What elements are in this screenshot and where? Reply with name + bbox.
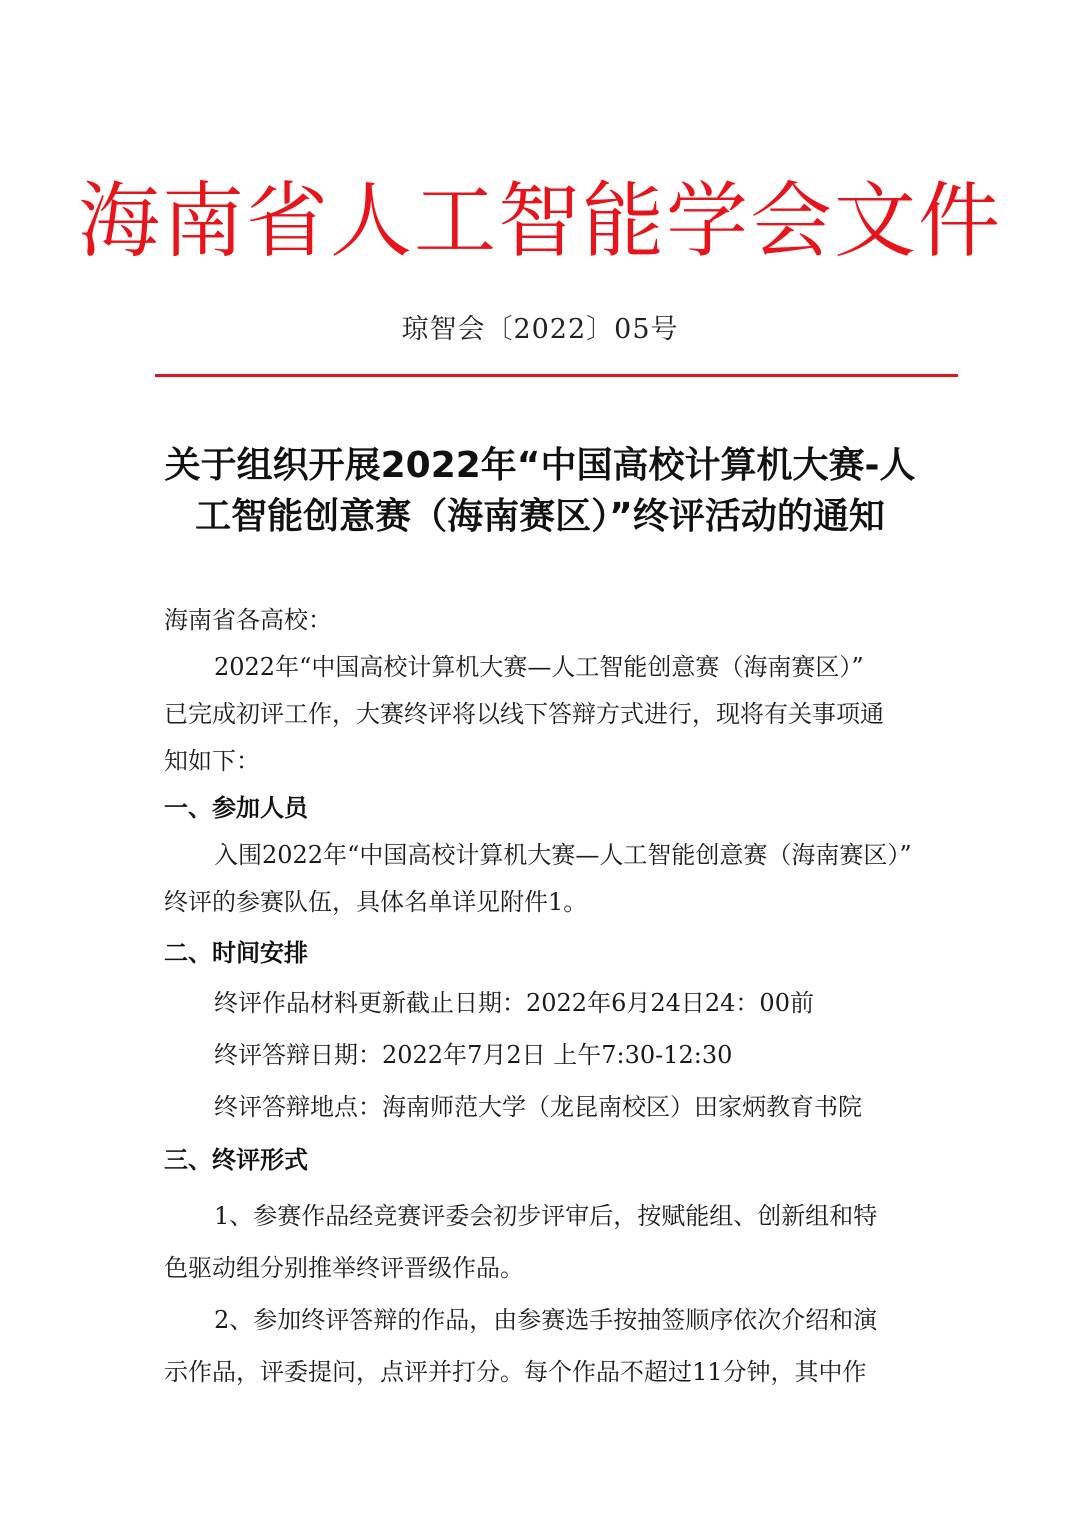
- notice-title: [120, 440, 960, 542]
- salutation: 海南省各高校：: [164, 606, 332, 634]
- notice-title-line-2: 工智能创意赛（海南赛区）”终评活动的通知: [195, 496, 885, 537]
- org-header-title: 海南省人工智能学会文件: [77, 174, 1002, 269]
- schedule-deadline: 终评作品材料更新截止日期：2022年6月24日24：00前: [214, 989, 814, 1017]
- document-number: 琼智会〔2022〕05号: [401, 314, 679, 345]
- section1-line-1: 入围2022年“中国高校计算机大赛—人工智能创意赛（海南赛区）”: [214, 841, 912, 869]
- intro-line-2: 已完成初评工作，大赛终评将以线下答辩方式进行，现将有关事项通: [164, 700, 884, 728]
- notice-title-line-1: 关于组织开展2022年“中国高校计算机大赛-人: [164, 445, 916, 486]
- format-item1-line-1: 1、参赛作品经竞赛评委会初步评审后，按赋能组、创新组和特: [214, 1202, 878, 1230]
- schedule-defense-date: 终评答辩日期：2022年7月2日 上午7:30-12:30: [214, 1041, 733, 1069]
- red-divider-rule: [155, 374, 958, 377]
- section-heading-format: 三、终评形式: [164, 1146, 308, 1174]
- intro-line-1: 2022年“中国高校计算机大赛—人工智能创意赛（海南赛区）”: [214, 653, 864, 681]
- section-heading-participants: 一、参加人员: [164, 794, 308, 822]
- format-item2-line-1: 2、参加终评答辩的作品，由参赛选手按抽签顺序依次介绍和演: [214, 1306, 878, 1334]
- document-body: [164, 597, 924, 1398]
- schedule-defense-location: 终评答辩地点：海南师范大学（龙昆南校区）田家炳教育书院: [214, 1093, 862, 1121]
- format-item1-line-2: 色驱动组分别推举终评晋级作品。: [164, 1254, 524, 1282]
- section1-line-2: 终评的参赛队伍，具体名单详见附件1。: [164, 888, 588, 916]
- intro-line-3: 知如下：: [164, 747, 260, 775]
- format-item2-line-2: 示作品，评委提问，点评并打分。每个作品不超过11分钟，其中作: [164, 1358, 867, 1386]
- section-heading-schedule: 二、时间安排: [164, 939, 308, 967]
